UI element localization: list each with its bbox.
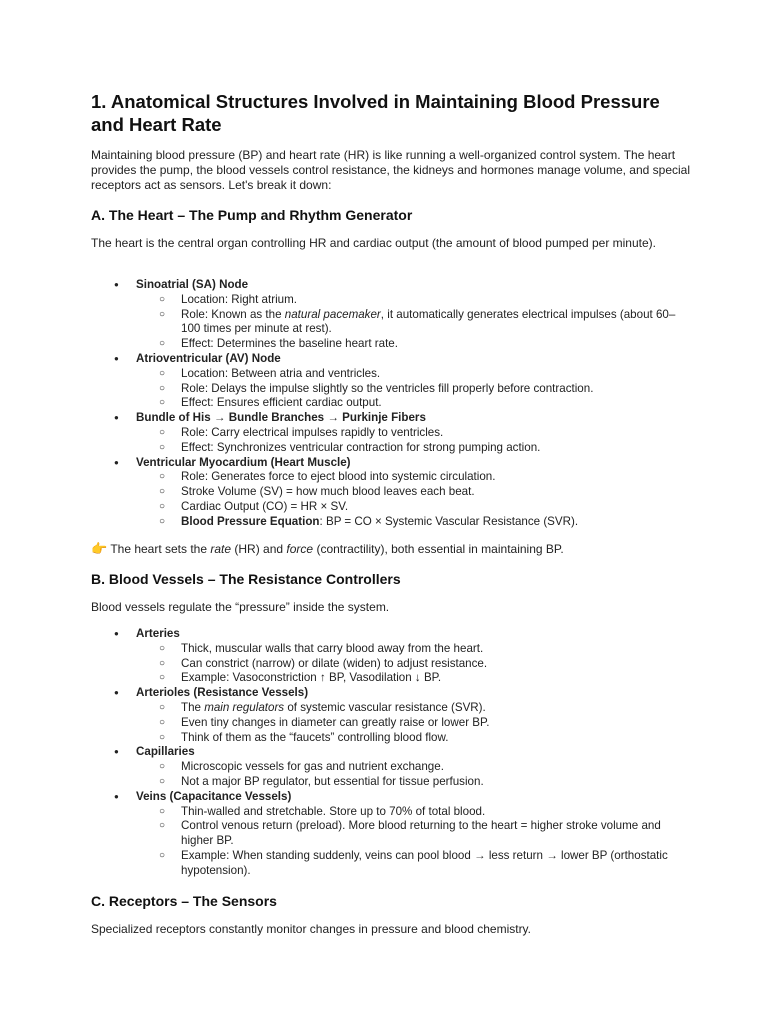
sub-item: ○ Thick, muscular walls that carry blood away from the heart. (136, 642, 691, 657)
list-item (91, 627, 691, 686)
list-item (91, 790, 691, 879)
text: The (181, 700, 205, 714)
heart-structures-list (91, 278, 691, 530)
sub-item: ○ Effect: Determines the baseline heart rate. (136, 337, 691, 352)
sub-item: ○ Think of them as the “faucets” controlling blood flow. (136, 731, 691, 746)
heart-note (91, 541, 691, 557)
text: of systemic vascular resistance (SVR). (284, 700, 486, 714)
section-a-heading: A. The Heart – The Pump and Rhythm Generator (91, 207, 413, 223)
section-c-intro: Specialized receptors constantly monitor changes in pressure and blood chemistry. (91, 922, 532, 936)
section-c-heading: C. Receptors – The Sensors (91, 893, 277, 909)
sub-item: ○ Not a major BP regulator, but essential for tissue perfusion. (136, 775, 691, 790)
arteries-title: ● Arteries (136, 627, 180, 640)
list-item (91, 352, 691, 411)
sub-item: ○ Stroke Volume (SV) = how much blood leaves each beat. (136, 485, 691, 500)
sub-item: ○ Role: Carry electrical impulses rapidly to ventricles. (136, 426, 691, 441)
text: : BP = CO × Systemic Vascular Resistance (SVR). (319, 514, 579, 528)
veins-title: ● Veins (Capacitance Vessels) (136, 789, 292, 803)
sub-item: ○ Effect: Ensures efficient cardiac output. (136, 396, 691, 411)
list-item (91, 278, 691, 352)
emphasis: natural pacemaker (284, 307, 381, 321)
sub-item: ○ Cardiac Output (CO) = HR × SV. (136, 500, 691, 515)
intro-paragraph: Maintaining blood pressure (BP) and heart rate (HR) is like running a well-organized control system. The heart provides the pump, the blood vessels control resistance, the kidneys and hormones manage volume, and special receptors act as sensors. Let's break it down: (91, 148, 691, 192)
section-b-heading: B. Blood Vessels – The Resistance Controllers (91, 571, 401, 587)
list-item (91, 745, 691, 789)
sub-item: ○ Location: Between atria and ventricles. (136, 367, 691, 382)
sub-item (136, 308, 691, 338)
sub-item: ○ Location: Right atrium. (136, 293, 691, 308)
sub-item: ○ Example: Vasoconstriction ↑ BP, Vasodilation ↓ BP. (136, 671, 691, 686)
text: (HR) and (231, 542, 287, 556)
sa-node-title: ● Sinoatrial (SA) Node (136, 278, 249, 291)
sub-item: ○ Role: Delays the impulse slightly so the ventricles fill properly before contraction. (136, 382, 691, 397)
av-node-title: ● Atrioventricular (AV) Node (136, 351, 281, 365)
sub-item: ○ Even tiny changes in diameter can greatly raise or lower BP. (136, 716, 691, 731)
sub-item: ○ Thin-walled and stretchable. Store up to 70% of total blood. (136, 805, 691, 820)
section-b-intro: Blood vessels regulate the “pressure” inside the system. (91, 600, 390, 614)
sub-item: ○ Role: Generates force to eject blood into systemic circulation. (136, 470, 691, 485)
emphasis: rate (210, 542, 232, 556)
text: Role: Known as the (181, 307, 285, 321)
sub-item (136, 515, 691, 530)
text: (contractility), both essential in maintaining BP. (313, 542, 564, 556)
sub-item (136, 701, 691, 716)
emphasis: force (286, 542, 314, 556)
section-a-intro: The heart is the central organ controlling HR and cardiac output (the amount of blood pumped per minute). (91, 236, 656, 250)
bold-text: Blood Pressure Equation (181, 514, 320, 528)
pointing-hand-icon: 👉 (91, 541, 108, 556)
myocardium-title: ● Ventricular Myocardium (Heart Muscle) (136, 455, 351, 469)
sub-item: ○ Example: When standing suddenly, veins can pool blood → less return → lower BP (orthostatic hypotension). (136, 849, 691, 879)
list-item (91, 411, 691, 455)
sub-item: ○ Microscopic vessels for gas and nutrient exchange. (136, 760, 691, 775)
page-title: 1. Anatomical Structures Involved in Maintaining Blood Pressure and Heart Rate (91, 91, 660, 135)
sub-item: ○ Control venous return (preload). More blood returning to the heart = higher stroke volume and higher BP. (136, 819, 691, 849)
emphasis: main regulators (204, 700, 285, 714)
text: The heart sets the (110, 542, 211, 556)
sub-item: ○ Effect: Synchronizes ventricular contraction for strong pumping action. (136, 441, 691, 456)
text: , it automatically generates electrical impulses (about 60–100 times per minute at rest). (181, 307, 676, 336)
list-item (91, 456, 691, 530)
capillaries-title: ● Capillaries (136, 745, 195, 759)
list-item (91, 686, 691, 745)
vessels-list (91, 627, 691, 879)
bundle-of-his-title: ● Bundle of His → Bundle Branches → Purkinje Fibers (136, 411, 426, 425)
sub-item: ○ Can constrict (narrow) or dilate (widen) to adjust resistance. (136, 657, 691, 672)
arterioles-title: ● Arterioles (Resistance Vessels) (136, 686, 309, 700)
